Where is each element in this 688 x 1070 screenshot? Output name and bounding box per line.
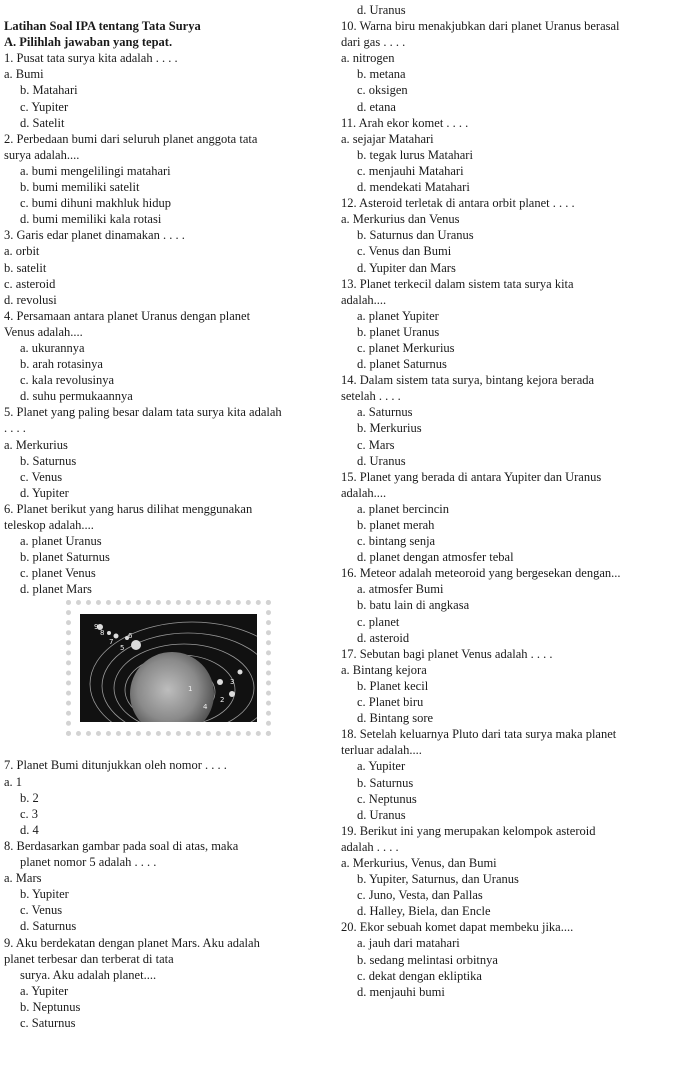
text-line: b. sedang melintasi orbitnya bbox=[357, 952, 498, 967]
text-line: d. Uranus bbox=[357, 453, 406, 468]
text-line: d. bumi memiliki kala rotasi bbox=[20, 212, 162, 227]
text-line: adalah . . . . bbox=[341, 839, 399, 854]
text-line: b. bumi memiliki satelit bbox=[20, 180, 140, 195]
text-line: 14. Dalam sistem tata surya, bintang kejora berada bbox=[341, 373, 595, 388]
text-line: d. Yupiter dan Mars bbox=[357, 260, 456, 275]
text-line: 15. Planet yang berada di antara Yupiter dan Uranus bbox=[341, 469, 602, 484]
text-line: 8. Berdasarkan gambar pada soal di atas, maka bbox=[4, 838, 239, 853]
text-line: c. Yupiter bbox=[20, 99, 69, 114]
solar-system-image bbox=[80, 614, 257, 722]
text-line: a. ukurannya bbox=[20, 340, 85, 355]
text-line: a. Merkurius dan Venus bbox=[341, 212, 460, 227]
text-line: c. Juno, Vesta, dan Pallas bbox=[357, 888, 483, 903]
text-line: a. bumi mengelilingi matahari bbox=[20, 163, 171, 178]
text-line: b. 2 bbox=[20, 790, 39, 805]
text-line: b. satelit bbox=[4, 260, 47, 275]
text-line: d. planet dengan atmosfer tebal bbox=[357, 550, 514, 565]
text-line: Latihan Soal IPA tentang Tata Surya bbox=[4, 19, 201, 34]
planet-label: 4 bbox=[203, 703, 208, 712]
text-line: Venus adalah.... bbox=[4, 324, 83, 339]
text-line: b. Planet kecil bbox=[357, 678, 429, 693]
text-line: d. planet Saturnus bbox=[357, 357, 447, 372]
right-column bbox=[341, 2, 686, 1000]
text-line: 20. Ekor sebuah komet dapat membeku jika.... bbox=[341, 920, 574, 935]
text-line: 16. Meteor adalah meteoroid yang bergesekan dengan... bbox=[341, 566, 621, 581]
text-line: d. Halley, Biela, dan Encle bbox=[357, 904, 491, 919]
text-line: teleskop adalah.... bbox=[4, 518, 94, 532]
planet-label: 5 bbox=[120, 644, 125, 653]
text-line: d. mendekati Matahari bbox=[357, 180, 470, 195]
text-line: c. dekat dengan ekliptika bbox=[357, 968, 482, 983]
text-line: a. orbit bbox=[4, 244, 40, 259]
text-line: d. Yupiter bbox=[20, 485, 69, 500]
text-line: a. atmosfer Bumi bbox=[357, 582, 444, 597]
text-line: planet nomor 5 adalah . . . . bbox=[20, 855, 157, 870]
text-line: b. tegak lurus Matahari bbox=[357, 147, 473, 162]
text-line: b. planet Uranus bbox=[357, 324, 440, 339]
text-line: c. planet bbox=[357, 614, 400, 629]
text-line: b. planet merah bbox=[357, 518, 435, 532]
text-line: 19. Berikut ini yang merupakan kelompok asteroid bbox=[341, 823, 596, 838]
text-line: b. Matahari bbox=[20, 83, 78, 98]
text-line: d. asteroid bbox=[357, 630, 410, 645]
text-line: dari gas . . . . bbox=[341, 35, 406, 50]
text-line: 2. Perbedaan bumi dari seluruh planet anggota tata bbox=[4, 131, 258, 146]
planet-label: 7 bbox=[109, 638, 114, 647]
solar-system-figure bbox=[66, 600, 271, 736]
text-line: a. Yupiter bbox=[357, 759, 406, 774]
text-line: 4. Persamaan antara planet Uranus dengan planet bbox=[4, 308, 251, 323]
text-line: 9. Aku berdekatan dengan planet Mars. Aku adalah bbox=[4, 935, 260, 950]
text-line: a. nitrogen bbox=[341, 51, 395, 66]
text-line: d. revolusi bbox=[4, 292, 57, 307]
text-line: b. Merkurius bbox=[357, 421, 422, 436]
text-line: 5. Planet yang paling besar dalam tata surya kita adalah bbox=[4, 405, 282, 420]
text-line: surya. Aku adalah planet.... bbox=[20, 967, 157, 982]
text-line: d. 4 bbox=[20, 822, 39, 837]
text-line: c. planet Venus bbox=[20, 566, 96, 581]
text-line: b. Saturnus bbox=[357, 775, 414, 790]
text-line: terluar adalah.... bbox=[341, 743, 422, 758]
planet-label: 1 bbox=[188, 685, 193, 694]
text-line: a. Merkurius bbox=[4, 437, 68, 452]
text-line: 7. Planet Bumi ditunjukkan oleh nomor . . . . bbox=[4, 758, 227, 773]
questions-1-6 bbox=[4, 2, 334, 597]
text-line: d. menjauhi bumi bbox=[357, 984, 445, 999]
text-line: c. Neptunus bbox=[357, 791, 417, 806]
text-line: 17. Sebutan bagi planet Venus adalah . . . . bbox=[341, 646, 553, 661]
text-line: c. Venus bbox=[20, 469, 63, 484]
text-line: c. Saturnus bbox=[20, 1015, 76, 1030]
questions-7-9 bbox=[4, 757, 334, 1031]
text-line: surya adalah.... bbox=[4, 147, 80, 162]
text-line: d. Saturnus bbox=[20, 919, 77, 934]
text-line: d. planet Mars bbox=[20, 582, 92, 597]
text-line: b. Saturnus dan Uranus bbox=[357, 228, 474, 243]
text-line: 3. Garis edar planet dinamakan . . . . bbox=[4, 228, 185, 243]
text-line: a. Mars bbox=[4, 871, 42, 886]
text-line: b. Yupiter bbox=[20, 887, 69, 902]
text-line: a. planet bercincin bbox=[357, 501, 449, 516]
text-line: 18. Setelah keluarnya Pluto dari tata surya maka planet bbox=[341, 727, 617, 742]
text-line: b. arah rotasinya bbox=[20, 357, 103, 372]
text-line: adalah.... bbox=[341, 485, 387, 500]
text-line: c. Venus dan Bumi bbox=[357, 244, 452, 259]
text-line: c. planet Merkurius bbox=[357, 340, 455, 355]
text-line: d. Satelit bbox=[20, 115, 65, 130]
text-line: c. menjauhi Matahari bbox=[357, 163, 464, 178]
text-line: a. Bintang kejora bbox=[341, 662, 427, 677]
text-line: d. Uranus bbox=[357, 807, 406, 822]
text-line: a. planet Yupiter bbox=[357, 308, 439, 323]
text-line bbox=[4, 2, 334, 18]
text-line: c. Venus bbox=[20, 903, 63, 918]
text-line: c. Mars bbox=[357, 437, 395, 452]
text-line: b. Saturnus bbox=[20, 453, 77, 468]
text-line: 6. Planet berikut yang harus dilihat menggunakan bbox=[4, 501, 253, 516]
text-line: 13. Planet terkecil dalam sistem tata surya kita bbox=[341, 276, 574, 291]
text-line: c. bumi dihuni makhluk hidup bbox=[20, 196, 172, 211]
text-line: c. Planet biru bbox=[357, 695, 424, 710]
text-line: c. asteroid bbox=[4, 276, 56, 291]
text-line: d. etana bbox=[357, 99, 396, 114]
text-line: b. Neptunus bbox=[20, 999, 81, 1014]
text-line: 1. Pusat tata surya kita adalah . . . . bbox=[4, 51, 178, 66]
text-line: 10. Warna biru menakjubkan dari planet Uranus berasal bbox=[341, 19, 620, 34]
left-column bbox=[4, 2, 334, 1031]
text-line: a. Bumi bbox=[4, 67, 44, 82]
text-line: c. kala revolusinya bbox=[20, 373, 115, 388]
text-line: a. Merkurius, Venus, dan Bumi bbox=[341, 855, 497, 870]
text-line: A. Pilihlah jawaban yang tepat. bbox=[4, 35, 173, 50]
text-line: a. sejajar Matahari bbox=[341, 131, 434, 146]
text-line: adalah.... bbox=[341, 292, 387, 307]
text-line: a. planet Uranus bbox=[20, 534, 102, 549]
figure-block bbox=[4, 597, 334, 757]
text-line: 11. Arah ekor komet . . . . bbox=[341, 115, 469, 130]
text-line: d. suhu permukaannya bbox=[20, 389, 133, 404]
text-line: c. 3 bbox=[20, 806, 39, 821]
text-line: 12. Asteroid terletak di antara orbit planet . . . . bbox=[341, 196, 575, 211]
text-line: c. oksigen bbox=[357, 83, 408, 98]
text-line: setelah . . . . bbox=[341, 389, 401, 404]
text-line: a. Yupiter bbox=[20, 983, 69, 998]
text-line: a. Saturnus bbox=[357, 405, 413, 420]
text-line: . . . . bbox=[4, 421, 26, 436]
planet-label: 3 bbox=[230, 678, 235, 687]
planet-label: 6 bbox=[128, 632, 133, 641]
text-line: d. Uranus bbox=[357, 3, 406, 17]
planet-label: 8 bbox=[100, 629, 105, 638]
text-line: planet terbesar dan terberat di tata bbox=[4, 951, 174, 966]
text-line: a. 1 bbox=[4, 774, 23, 789]
planet-label: 9 bbox=[94, 623, 99, 632]
text-line: b. planet Saturnus bbox=[20, 550, 110, 565]
text-line: d. Bintang sore bbox=[357, 711, 434, 726]
text-line: b. batu lain di angkasa bbox=[357, 598, 470, 613]
text-line: a. jauh dari matahari bbox=[357, 936, 460, 951]
planet-label: 2 bbox=[220, 696, 225, 705]
text-line: b. Yupiter, Saturnus, dan Uranus bbox=[357, 872, 519, 887]
text-line: b. metana bbox=[357, 67, 406, 82]
text-line: c. bintang senja bbox=[357, 534, 436, 549]
